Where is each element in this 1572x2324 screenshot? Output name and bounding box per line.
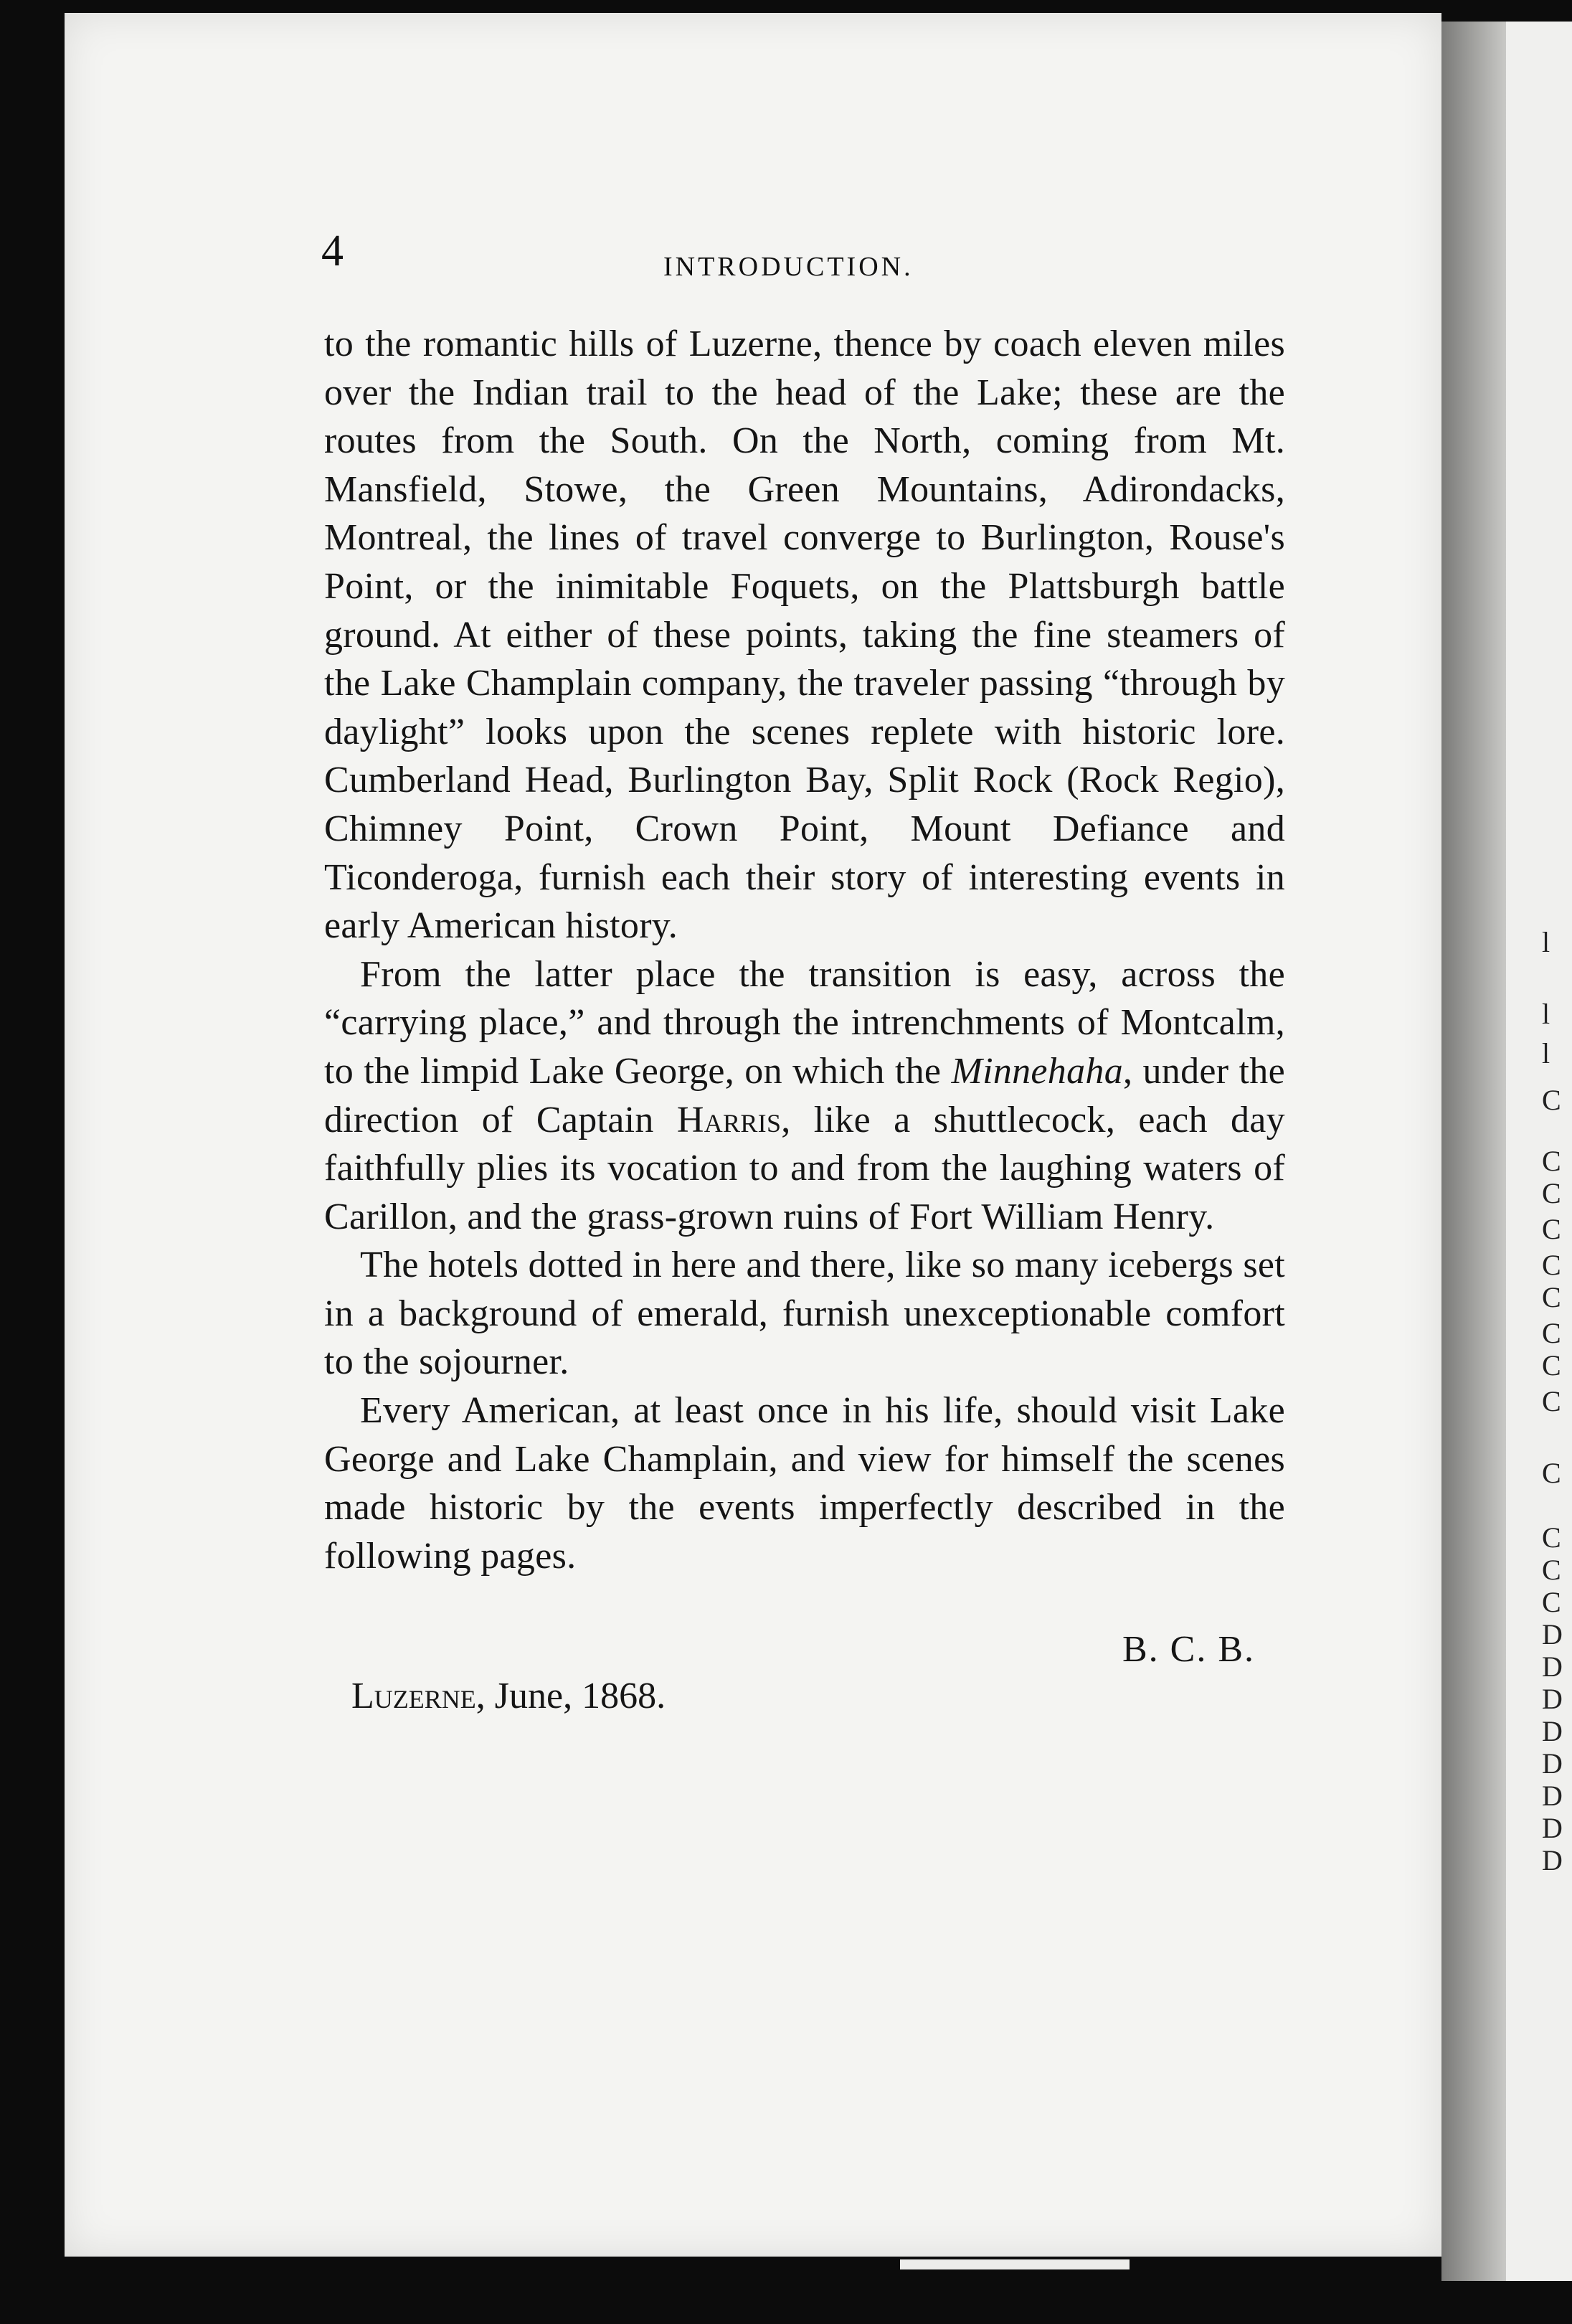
paragraph-2 bbox=[324, 950, 1285, 1242]
adjacent-page-letter: C bbox=[1542, 1457, 1561, 1489]
adjacent-page-letter: C bbox=[1542, 1084, 1561, 1116]
vessel-name: Minnehaha bbox=[951, 1050, 1123, 1092]
adjacent-page-letter: C bbox=[1542, 1349, 1561, 1381]
adjacent-page-letter: D bbox=[1542, 1844, 1563, 1876]
adjacent-page-letter: l bbox=[1542, 1037, 1550, 1069]
paragraph-1: to the romantic hills of Luzerne, thence by coach eleven miles over the Indian trail to the head of the Lake; these are the routes from the South. On the North, coming from Mt. Mansfield, Stowe, the Green Mountains, Adirondacks, Montreal, the lines of travel converge to Burlington, Rouse's Point, or the inimitable Foquets, on the Plattsburgh battle ground. At either of these points, taking the fine steamers of the Lake Champlain company, the traveler passing “through by daylight” looks upon the scenes replete with historic lore. Cumberland Head, Burlington Bay, Split Rock (Rock Regio), Chimney Point, Crown Point, Mount Defiance and Ticonderoga, furnish each their story of interesting events in early American history. bbox=[324, 323, 1285, 947]
adjacent-page-letter: l bbox=[1542, 926, 1550, 958]
adjacent-page-letter: C bbox=[1542, 1249, 1561, 1281]
adjacent-page-letter: C bbox=[1542, 1586, 1561, 1618]
adjacent-page-letter: C bbox=[1542, 1213, 1561, 1245]
adjacent-page-letter: D bbox=[1542, 1618, 1563, 1650]
running-head: INTRODUCTION. bbox=[663, 252, 914, 282]
adjacent-page-letter: C bbox=[1542, 1317, 1561, 1349]
page-number: 4 bbox=[321, 227, 344, 275]
page-edge-shadow bbox=[1441, 22, 1506, 2281]
paragraph-2-part-1: From the latter place the transition is easy, across the “carrying place,” and through the intrenchments of Montcalm, to the limpid Lake George, on which the bbox=[324, 953, 1285, 1092]
paragraph-3: The hotels dotted in here and there, like so many icebergs set in a background of emerald, furnish unexceptionable comfort to the sojourner. bbox=[324, 1244, 1285, 1383]
adjacent-page-letter: C bbox=[1542, 1145, 1561, 1177]
adjacent-page-letter: D bbox=[1542, 1715, 1563, 1747]
adjacent-page-letter: D bbox=[1542, 1780, 1563, 1812]
dateline bbox=[351, 1675, 666, 1717]
adjacent-page-letter: l bbox=[1542, 998, 1550, 1030]
adjacent-page-letter: D bbox=[1542, 1747, 1563, 1780]
adjacent-page-letter: C bbox=[1542, 1521, 1561, 1554]
page-bottom-edge bbox=[900, 2259, 1130, 2269]
dateline-date: , June, 1868. bbox=[475, 1676, 666, 1716]
paragraph-2-part-3: , like a shuttlecock, each day faithfully plies its vocation to and from the laughing waters of Carillon, and the grass-grown ruins of Fort William Henry. bbox=[324, 1099, 1285, 1237]
body-text bbox=[324, 320, 1285, 1580]
paragraph-4: Every American, at least once in his life, should visit Lake George and Lake Champlain, and view for himself the scenes made historic by the events imperfectly described in the following pages. bbox=[324, 1390, 1285, 1577]
adjacent-page-letter: D bbox=[1542, 1650, 1563, 1683]
captain-name: Harris bbox=[676, 1099, 782, 1140]
adjacent-page-letter: D bbox=[1542, 1683, 1563, 1715]
dateline-place: Luzerne bbox=[351, 1676, 476, 1716]
paragraph-2-part-2: , under the direction of Captain bbox=[324, 1050, 1285, 1140]
adjacent-page-letter: C bbox=[1542, 1554, 1561, 1586]
adjacent-page-letter: D bbox=[1542, 1812, 1563, 1844]
adjacent-page-letter: C bbox=[1542, 1385, 1561, 1417]
author-initials: B. C. B. bbox=[1122, 1629, 1256, 1670]
adjacent-page-letter: C bbox=[1542, 1281, 1561, 1313]
adjacent-page-letter: C bbox=[1542, 1177, 1561, 1209]
